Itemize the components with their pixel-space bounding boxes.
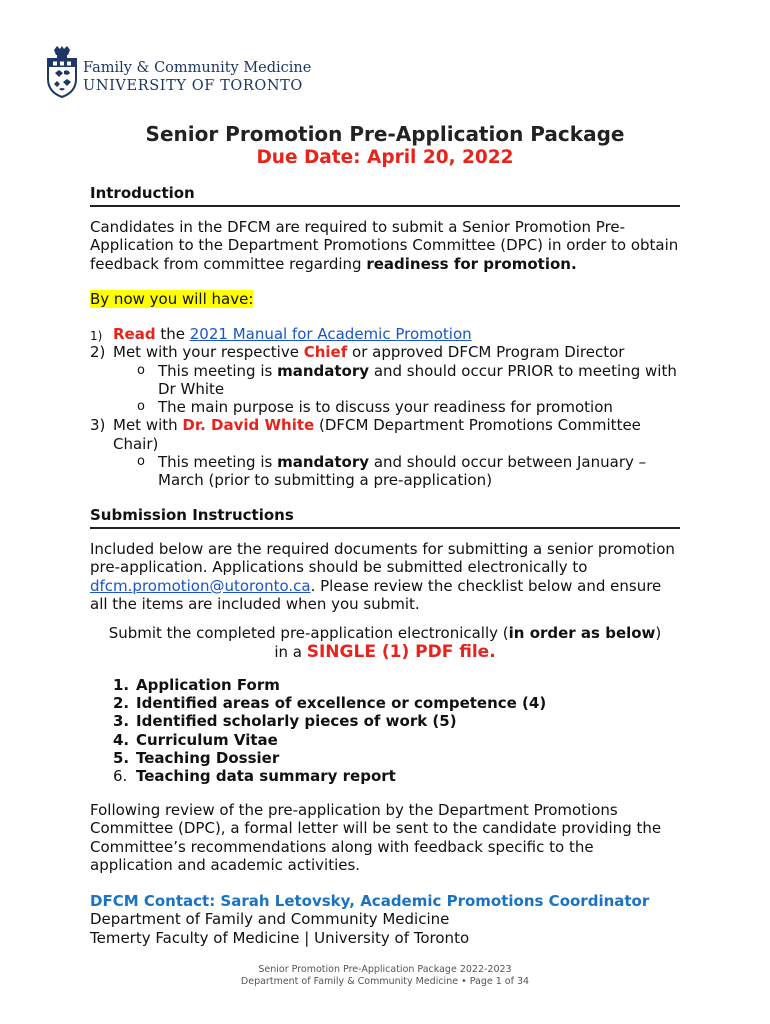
footer-line-2: Department of Family & Community Medicine • Page 1 of 34 (240, 976, 530, 987)
submit-line-2 (90, 643, 680, 662)
list-number: 6. (113, 767, 128, 786)
document-label: Application Form (136, 676, 280, 694)
submission-text: Included below are the required documents for submitting a senior promotion pre-application. Applications should be submitted electronically to (90, 540, 675, 577)
list-text: the (155, 325, 190, 343)
order-emphasis: in order as below (508, 624, 656, 642)
university-logo (45, 46, 312, 98)
required-documents-list (113, 676, 673, 785)
logo-university-name: UNIVERSITY OF TORONTO (83, 78, 303, 94)
list-text: and should occur PRIOR to meeting with Dr White (158, 361, 677, 398)
list-text: (DFCM Department Promotions Committee Chair) (113, 416, 641, 453)
single-pdf-emphasis: SINGLE (1) PDF file. (306, 642, 496, 662)
following-paragraph: Following review of the pre-application by the Department Promotions Committee (DPC), a formal letter will be sent to the candidate providing the Committee’s recommendations along with feedback specific to the application and academic activities. (90, 801, 662, 874)
submission-heading: Submission Instructions (90, 506, 680, 529)
list-number: 3. (113, 712, 130, 731)
page-footer (0, 964, 770, 988)
list-text: The main purpose is to discuss your readiness for promotion (158, 398, 613, 417)
introduction-paragraph (90, 218, 680, 273)
list-number: 5. (113, 748, 130, 767)
list-text: Met with your respective (113, 343, 304, 362)
chief-emphasis: Chief (303, 343, 348, 362)
list-item (113, 676, 673, 694)
sub-list-item (90, 398, 680, 416)
footer-line-1: Senior Promotion Pre-Application Package 2022-2023 (258, 964, 512, 975)
read-emphasis: Read (113, 325, 156, 343)
list-text: and should occur between January – March (prior to submitting a pre-application) (158, 453, 647, 490)
submission-text: . Please review the checklist below and ensure all the items are included when you submit. (90, 576, 662, 613)
list-number: 2. (113, 694, 130, 713)
document-label: Identified scholarly pieces of work (5) (136, 712, 457, 731)
list-item (113, 767, 673, 785)
bullet-icon: o (137, 454, 145, 470)
list-number: 1. (113, 676, 130, 694)
list-text: This meeting is (158, 361, 278, 380)
due-date: Due Date: April 20, 2022 (256, 147, 514, 168)
crest-icon (45, 46, 79, 98)
chair-name-emphasis: Dr. David White (182, 416, 315, 435)
contact-heading: DFCM Contact: Sarah Letovsky, Academic Promotions Coordinator (90, 892, 650, 910)
logo-department-name: Family & Community Medicine (83, 60, 312, 76)
list-item (90, 416, 680, 453)
contact-department: Department of Family and Community Medicine (90, 910, 450, 929)
submission-paragraph (90, 540, 680, 613)
document-label: Teaching data summary report (136, 767, 396, 786)
list-number: 4. (113, 730, 130, 749)
intro-text: Candidates in the DFCM are required to submit a Senior Promotion Pre-Application to the Department Promotions Committee (DPC) in order to obtain feedback from committee regarding (90, 218, 679, 273)
list-number: 1) (90, 329, 103, 343)
document-label: Teaching Dossier (136, 748, 280, 767)
contact-block (90, 892, 690, 947)
introduction-heading: Introduction (90, 184, 680, 207)
list-item (90, 325, 680, 343)
list-item (113, 694, 673, 712)
prerequisite-list (90, 325, 680, 490)
submit-instruction (90, 624, 680, 662)
list-text: Met with (113, 416, 183, 435)
bullet-icon: o (137, 362, 145, 378)
list-number: 3) (90, 416, 106, 435)
document-label: Curriculum Vitae (136, 730, 278, 749)
intro-bold-text: readiness for promotion. (366, 254, 577, 273)
submit-line-1 (90, 624, 680, 643)
mandatory-emphasis: mandatory (277, 453, 370, 472)
sub-list-item (90, 362, 680, 399)
list-item (113, 712, 673, 730)
submit-text: in a (274, 643, 307, 661)
bullet-icon: o (137, 399, 145, 415)
list-item (113, 731, 673, 749)
manual-link[interactable]: 2021 Manual for Academic Promotion (189, 325, 472, 343)
document-label: Identified areas of excellence or competence (4) (136, 694, 547, 713)
submit-text: Submit the completed pre-application electronically ( (108, 624, 509, 642)
list-item (113, 749, 673, 767)
submit-text: ) (655, 624, 662, 642)
list-number: 2) (90, 343, 106, 362)
page-title: Senior Promotion Pre-Application Package (145, 122, 625, 146)
by-now-highlight: By now you will have: (90, 290, 254, 308)
contact-faculty: Temerty Faculty of Medicine | University of Toronto (90, 928, 470, 947)
sub-list-item (90, 453, 680, 490)
mandatory-emphasis: mandatory (277, 361, 370, 380)
list-text: This meeting is (158, 453, 278, 472)
email-link[interactable]: dfcm.promotion@utoronto.ca (90, 576, 311, 595)
by-now-line (90, 290, 680, 308)
list-text: or approved DFCM Program Director (347, 343, 625, 362)
list-item (90, 343, 680, 361)
